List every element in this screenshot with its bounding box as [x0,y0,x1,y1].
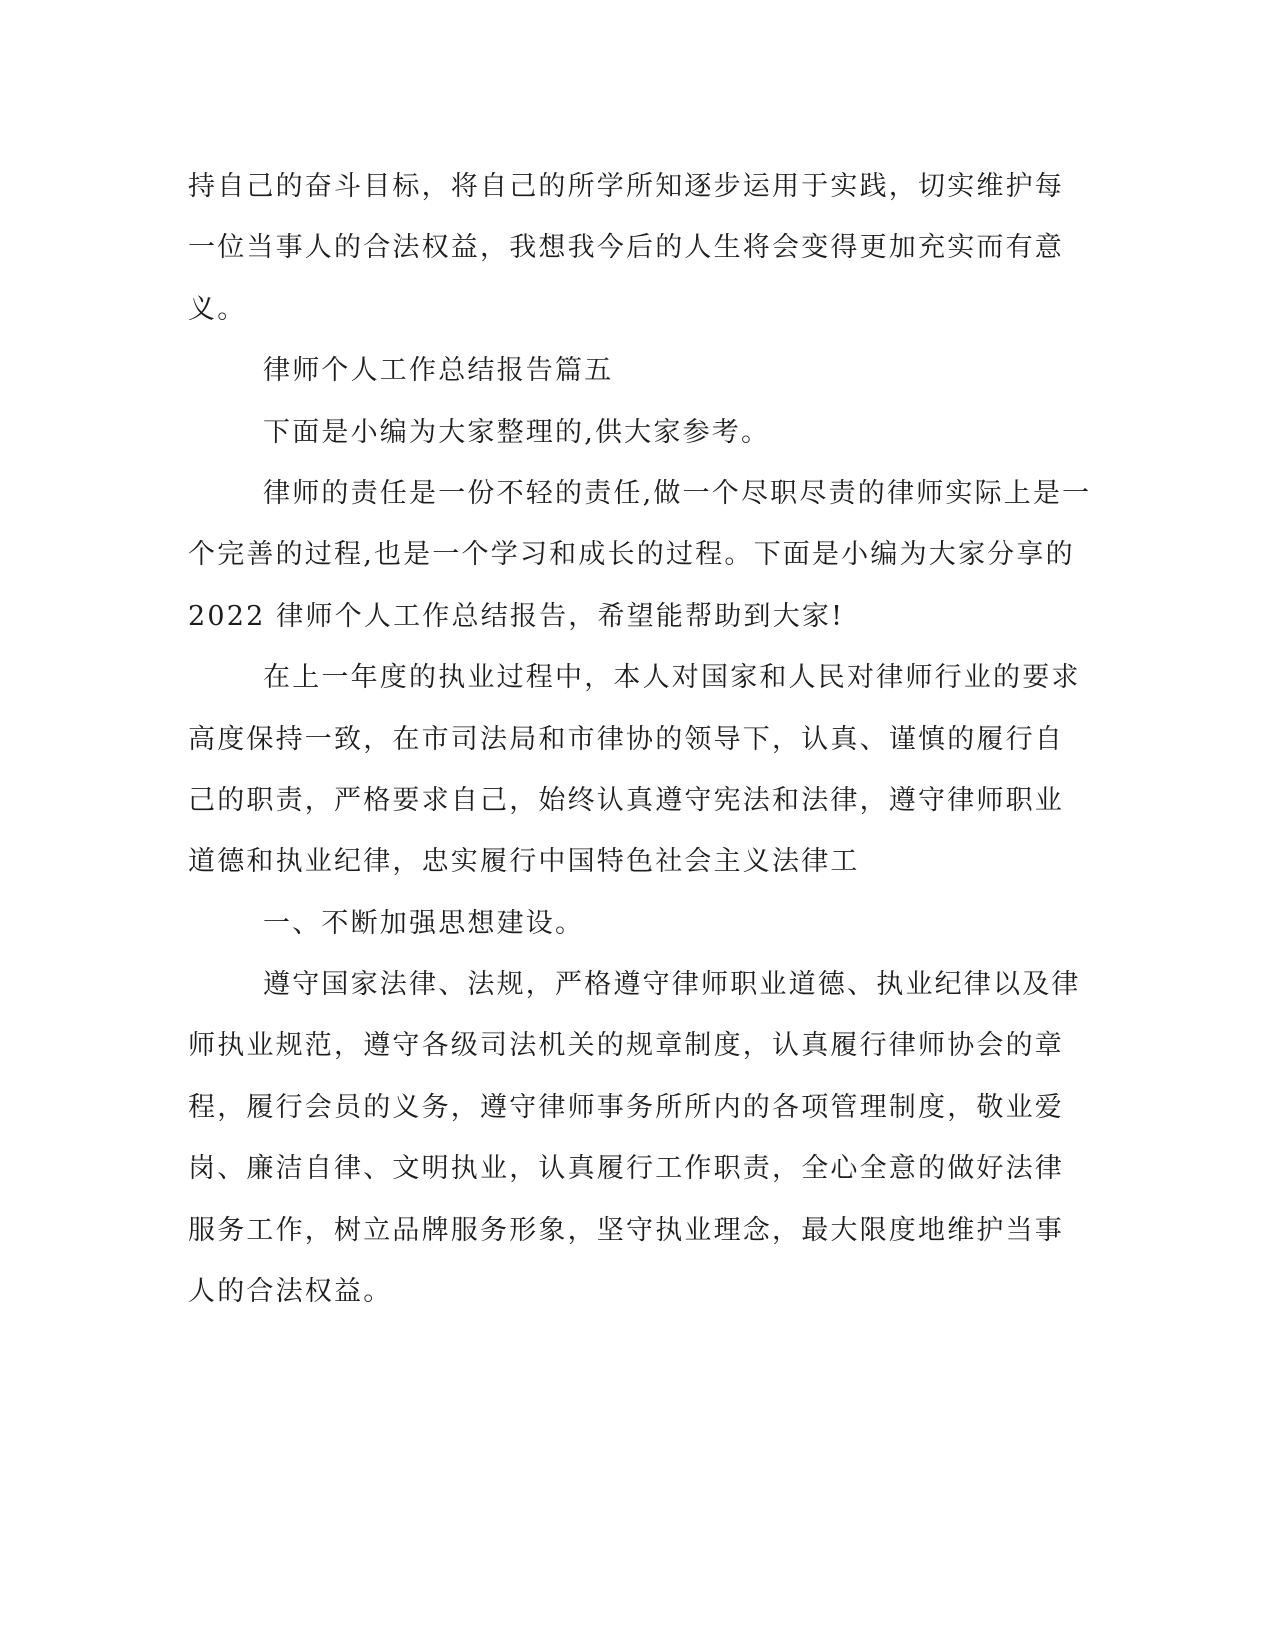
text-line: 服务工作，树立品牌服务形象，坚守执业理念，最大限度地维护当事 [188,1214,1064,1246]
text-line: 己的职责，严格要求自己，始终认真遵守宪法和法律，遵守律师职业 [188,784,1064,816]
document-body [188,156,1092,1322]
text-line: 道德和执业纪律，忠实履行中国特色社会主义法律工 [188,846,860,878]
text-line: 人的合法权益。 [188,1276,393,1308]
text-line: 遵守国家法律、法规，严格遵守律师职业道德、执业纪律以及律 [263,969,1081,1001]
text-line: 义。 [188,293,247,325]
section-heading: 律师个人工作总结报告篇五 [263,355,614,387]
text-line: 程，履行会员的义务，遵守律师事务所所内的各项管理制度，敬业爱 [188,1091,1064,1123]
text-line: 岗、廉洁自律、文明执业，认真履行工作职责，全心全意的做好法律 [188,1153,1064,1185]
text-line: 持自己的奋斗目标，将自己的所学所知逐步运用于实践，切实维护每 [188,171,1064,202]
text-line: 师执业规范，遵守各级司法机关的规章制度，认真履行律师协会的章 [188,1030,1064,1062]
text-line: 下面是小编为大家整理的,供大家参考。 [263,416,771,448]
text-line: 高度保持一致，在市司法局和市律协的领导下，认真、谨慎的履行自 [188,723,1064,755]
text-line: 个完善的过程,也是一个学习和成长的过程。下面是小编为大家分享的 [188,539,1075,571]
text-line: 在上一年度的执业过程中，本人对国家和人民对律师行业的要求 [263,662,1081,694]
text-line: 一位当事人的合法权益，我想我今后的人生将会变得更加充实而有意 [188,232,1064,264]
text-line: 2022 律师个人工作总结报告，希望能帮助到大家! [188,600,845,632]
section-heading: 一、不断加强思想建设。 [263,907,585,939]
text-line: 律师的责任是一份不轻的责任,做一个尽职尽责的律师实际上是一 [263,477,1092,509]
